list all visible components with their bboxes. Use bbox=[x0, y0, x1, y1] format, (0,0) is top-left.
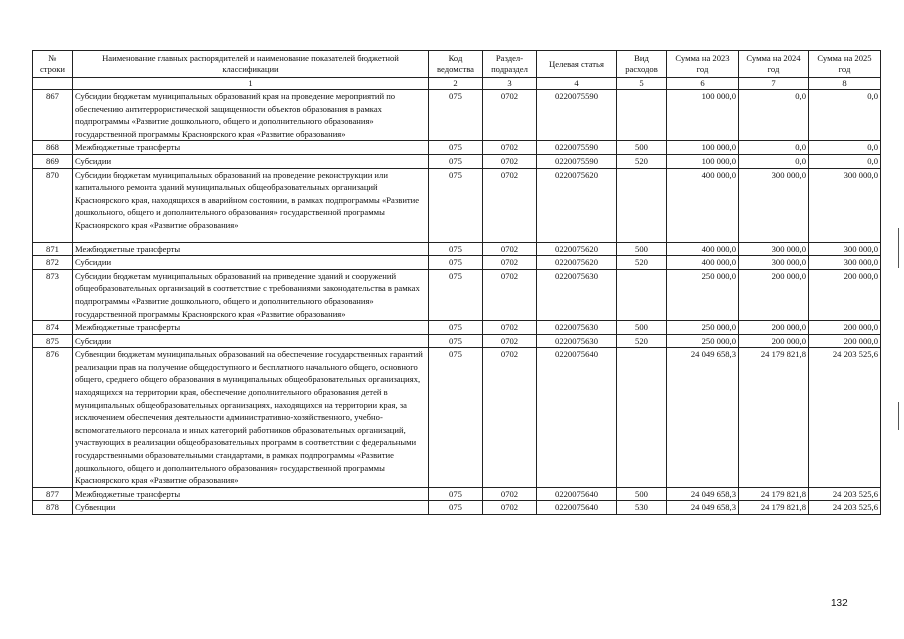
budget-table bbox=[32, 50, 881, 515]
column-number: 4 bbox=[537, 78, 617, 90]
table-body bbox=[33, 90, 881, 515]
row-number: 871 bbox=[33, 242, 73, 256]
dept-code: 075 bbox=[429, 269, 483, 320]
header-dept-code: Код ведомства bbox=[429, 51, 483, 78]
expense-type: 520 bbox=[617, 154, 667, 168]
expense-type: 500 bbox=[617, 242, 667, 256]
column-number bbox=[33, 78, 73, 90]
row-number: 870 bbox=[33, 168, 73, 242]
header-name: Наименование главных распорядителей и наименование показателей бюджетной классификации bbox=[73, 51, 429, 78]
sum-2023: 100 000,0 bbox=[667, 154, 739, 168]
indicator-name: Субсидии bbox=[73, 154, 429, 168]
sum-2025: 200 000,0 bbox=[809, 321, 881, 335]
dept-code: 075 bbox=[429, 487, 483, 501]
section-code: 0702 bbox=[483, 154, 537, 168]
section-code: 0702 bbox=[483, 487, 537, 501]
section-code: 0702 bbox=[483, 141, 537, 155]
indicator-name: Субвенции bbox=[73, 501, 429, 515]
dept-code: 075 bbox=[429, 256, 483, 270]
sum-2025: 300 000,0 bbox=[809, 168, 881, 242]
scan-edge-mark bbox=[898, 228, 899, 268]
target-article: 0220075640 bbox=[537, 501, 617, 515]
sum-2023: 400 000,0 bbox=[667, 242, 739, 256]
dept-code: 075 bbox=[429, 141, 483, 155]
section-code: 0702 bbox=[483, 90, 537, 141]
target-article: 0220075620 bbox=[537, 242, 617, 256]
column-number: 7 bbox=[739, 78, 809, 90]
sum-2023: 100 000,0 bbox=[667, 90, 739, 141]
target-article: 0220075620 bbox=[537, 168, 617, 242]
header-target-article: Целевая статья bbox=[537, 51, 617, 78]
indicator-name: Субсидии bbox=[73, 334, 429, 348]
section-code: 0702 bbox=[483, 256, 537, 270]
indicator-name: Субсидии bbox=[73, 256, 429, 270]
sum-2024: 24 179 821,8 bbox=[739, 487, 809, 501]
sum-2023: 24 049 658,3 bbox=[667, 501, 739, 515]
sum-2024: 24 179 821,8 bbox=[739, 501, 809, 515]
dept-code: 075 bbox=[429, 242, 483, 256]
sum-2025: 0,0 bbox=[809, 141, 881, 155]
dept-code: 075 bbox=[429, 168, 483, 242]
expense-type: 500 bbox=[617, 141, 667, 155]
row-number: 878 bbox=[33, 501, 73, 515]
dept-code: 075 bbox=[429, 321, 483, 335]
dept-code: 075 bbox=[429, 348, 483, 488]
section-code: 0702 bbox=[483, 321, 537, 335]
table-row bbox=[33, 141, 881, 155]
row-number: 869 bbox=[33, 154, 73, 168]
target-article: 0220075640 bbox=[537, 348, 617, 488]
header-sum-2023: Сумма на 2023 год bbox=[667, 51, 739, 78]
indicator-name: Межбюджетные трансферты bbox=[73, 141, 429, 155]
dept-code: 075 bbox=[429, 501, 483, 515]
indicator-name: Межбюджетные трансферты bbox=[73, 487, 429, 501]
section-code: 0702 bbox=[483, 269, 537, 320]
sum-2025: 200 000,0 bbox=[809, 334, 881, 348]
target-article: 0220075590 bbox=[537, 90, 617, 141]
expense-type bbox=[617, 168, 667, 242]
table-row bbox=[33, 242, 881, 256]
table-row bbox=[33, 154, 881, 168]
header-sum-2025: Сумма на 2025 год bbox=[809, 51, 881, 78]
dept-code: 075 bbox=[429, 334, 483, 348]
indicator-name: Субсидии бюджетам муниципальных образований края на проведение мероприятий по обеспечению антитеррористической защищенности объектов образования в рамках подпрограммы «Развитие дошкольного, общего и дополнительного образования» государственной программы Красноярского края «Развитие образования» bbox=[73, 90, 429, 141]
sum-2024: 200 000,0 bbox=[739, 334, 809, 348]
sum-2024: 300 000,0 bbox=[739, 242, 809, 256]
header-row-number: № строки bbox=[33, 51, 73, 78]
sum-2024: 24 179 821,8 bbox=[739, 348, 809, 488]
column-number: 3 bbox=[483, 78, 537, 90]
sum-2024: 200 000,0 bbox=[739, 269, 809, 320]
sum-2024: 0,0 bbox=[739, 141, 809, 155]
sum-2023: 250 000,0 bbox=[667, 321, 739, 335]
indicator-name: Субсидии бюджетам муниципальных образований на приведение зданий и сооружений общеобразовательных организаций в соответствие с требованиями законодательства в рамках подпрограммы «Развитие дошкольного, общего и дополнительного образования» государственной программы Красноярского края «Развитие образования» bbox=[73, 269, 429, 320]
sum-2023: 400 000,0 bbox=[667, 256, 739, 270]
column-number: 1 bbox=[73, 78, 429, 90]
indicator-name: Межбюджетные трансферты bbox=[73, 242, 429, 256]
sum-2025: 0,0 bbox=[809, 154, 881, 168]
section-code: 0702 bbox=[483, 242, 537, 256]
sum-2024: 0,0 bbox=[739, 90, 809, 141]
sum-2025: 300 000,0 bbox=[809, 256, 881, 270]
target-article: 0220075590 bbox=[537, 141, 617, 155]
target-article: 0220075630 bbox=[537, 269, 617, 320]
header-row bbox=[33, 51, 881, 78]
column-number: 8 bbox=[809, 78, 881, 90]
table-row bbox=[33, 487, 881, 501]
header-sum-2024: Сумма на 2024 год bbox=[739, 51, 809, 78]
expense-type: 530 bbox=[617, 501, 667, 515]
expense-type bbox=[617, 348, 667, 488]
indicator-name: Межбюджетные трансферты bbox=[73, 321, 429, 335]
row-number: 867 bbox=[33, 90, 73, 141]
header-expense-type: Вид расходов bbox=[617, 51, 667, 78]
table-row bbox=[33, 269, 881, 320]
row-number: 875 bbox=[33, 334, 73, 348]
target-article: 0220075620 bbox=[537, 256, 617, 270]
expense-type: 520 bbox=[617, 256, 667, 270]
target-article: 0220075590 bbox=[537, 154, 617, 168]
row-number: 876 bbox=[33, 348, 73, 488]
indicator-name: Субсидии бюджетам муниципальных образований на проведение реконструкции или капитального ремонта зданий муниципальных общеобразовательных организаций Красноярского края, находящихся в аварийном состоянии, в рамках подпрограммы «Развитие дошкольного, общего и дополнительного образования» государственной программы Красноярского края «Развитие образования» bbox=[73, 168, 429, 242]
sum-2024: 0,0 bbox=[739, 154, 809, 168]
table-row bbox=[33, 90, 881, 141]
sum-2023: 400 000,0 bbox=[667, 168, 739, 242]
sum-2024: 300 000,0 bbox=[739, 168, 809, 242]
sum-2025: 200 000,0 bbox=[809, 269, 881, 320]
section-code: 0702 bbox=[483, 501, 537, 515]
sum-2023: 24 049 658,3 bbox=[667, 487, 739, 501]
sum-2025: 24 203 525,6 bbox=[809, 487, 881, 501]
sum-2023: 24 049 658,3 bbox=[667, 348, 739, 488]
section-code: 0702 bbox=[483, 168, 537, 242]
expense-type: 500 bbox=[617, 321, 667, 335]
scan-edge-mark bbox=[898, 402, 899, 430]
sum-2023: 250 000,0 bbox=[667, 334, 739, 348]
page-number: 132 bbox=[831, 598, 848, 609]
sum-2025: 0,0 bbox=[809, 90, 881, 141]
table-row bbox=[33, 348, 881, 488]
table-row bbox=[33, 501, 881, 515]
target-article: 0220075640 bbox=[537, 487, 617, 501]
column-number: 6 bbox=[667, 78, 739, 90]
dept-code: 075 bbox=[429, 154, 483, 168]
expense-type: 500 bbox=[617, 487, 667, 501]
target-article: 0220075630 bbox=[537, 321, 617, 335]
row-number: 868 bbox=[33, 141, 73, 155]
sum-2023: 250 000,0 bbox=[667, 269, 739, 320]
indicator-name: Субвенции бюджетам муниципальных образований на обеспечение государственных гарантий реализации прав на получение общедоступного и бесплатного начального общего, основного общего, среднего общего образования в муниципальных общеобразовательных организациях, находящихся на территории края, обеспечение дополнительного образования детей в муниципальных общеобразовательных организациях, находящихся на территории края, за исключением обеспечения деятельности административно-хозяйственного, учебно-вспомогательного персонала и иных категорий работников образовательных организаций, участвующих в реализации общеобразовательных программ в соответствии с федеральными государственными образовательными стандартами, в рамках подпрограммы «Развитие дошкольного, общего и дополнительного образования» государственной программы Красноярского края «Развитие образования» bbox=[73, 348, 429, 488]
table-row bbox=[33, 321, 881, 335]
row-number: 872 bbox=[33, 256, 73, 270]
sum-2025: 300 000,0 bbox=[809, 242, 881, 256]
table-row bbox=[33, 334, 881, 348]
row-number: 877 bbox=[33, 487, 73, 501]
table-row bbox=[33, 256, 881, 270]
expense-type: 520 bbox=[617, 334, 667, 348]
section-code: 0702 bbox=[483, 348, 537, 488]
row-number: 873 bbox=[33, 269, 73, 320]
sum-2023: 100 000,0 bbox=[667, 141, 739, 155]
sum-2024: 200 000,0 bbox=[739, 321, 809, 335]
expense-type bbox=[617, 269, 667, 320]
header-section: Раздел-подраздел bbox=[483, 51, 537, 78]
table-row bbox=[33, 168, 881, 242]
section-code: 0702 bbox=[483, 334, 537, 348]
row-number: 874 bbox=[33, 321, 73, 335]
sum-2025: 24 203 525,6 bbox=[809, 501, 881, 515]
column-number: 2 bbox=[429, 78, 483, 90]
sum-2024: 300 000,0 bbox=[739, 256, 809, 270]
expense-type bbox=[617, 90, 667, 141]
target-article: 0220075630 bbox=[537, 334, 617, 348]
dept-code: 075 bbox=[429, 90, 483, 141]
column-number-row bbox=[33, 78, 881, 90]
sum-2025: 24 203 525,6 bbox=[809, 348, 881, 488]
column-number: 5 bbox=[617, 78, 667, 90]
